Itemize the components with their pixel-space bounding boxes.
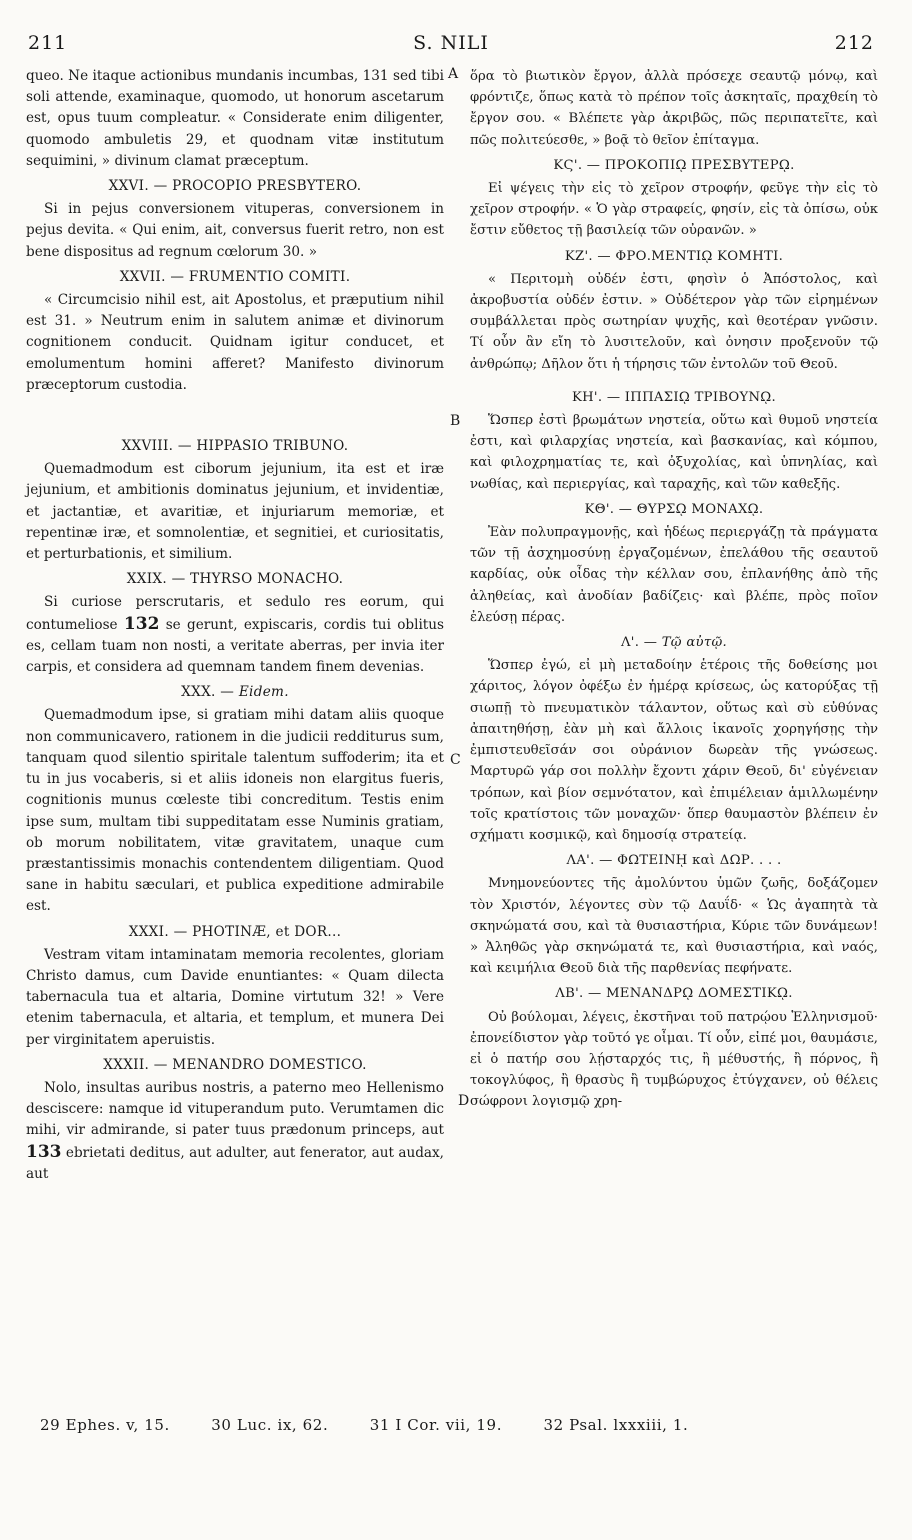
greek-letter-30: Ὥσπερ ἐγώ, εἰ μὴ μεταδοίην ἑτέροις τῆς δοθείσης μοι χάριτος, λόγον ὀφέξω ἐν ἡμέρᾳ κρίσεως, ὡς κατορύξας τῇ σιωπῇ τὸ πνευματικὸν τάλαντον, οὕτως καὶ σὺ εὐθύνας ἀπαιτηθήσῃ, ἐὰν μὴ καὶ ἄλλοις ἱκανοῖς χορηγήσῃς τὴν ἐμπιστευθεῖσάν σοι οὐράνιον δωρεὰν τῆς γνώσεως. Μαρτυρῶ γάρ σοι πολλὴν ἔχοντι χάριν Θεοῦ, δι' εὐγένειαν τρόπων, καὶ βίον σεμνότατον, καὶ ἐπιμέλειαν ἁμιλλωμένην τοῖς κρατίστοις τῶν μοναχῶν· ὅπερ θαυμαστὸν βλέπειν ἐν σχήματι κοσμικῷ, καὶ δημοσίᾳ στρατείᾳ. <box>470 658 878 843</box>
greek-heading-28: ΚΗ'. — ΙΠΠΑΣΙῼ ΤΡΙΒΟΥΝῼ. <box>571 389 777 405</box>
greek-heading-30 <box>470 632 878 653</box>
margin-marker-b: B <box>450 413 461 429</box>
latin-letter-32-part-b: ebrietati deditus, aut adulter, aut fenerator, aut audax, aut <box>26 1144 444 1182</box>
latin-letter-29 <box>26 592 444 678</box>
greek-heading-32: ΛΒ'. — ΜΕΝΑΝΔΡῼ ΔΟΜΕΣΤΙΚῼ. <box>555 986 793 1002</box>
latin-column <box>26 66 444 1185</box>
margin-marker-c: C <box>450 752 461 768</box>
greek-heading-30-number: Λ'. — <box>620 635 658 651</box>
greek-heading-27: ΚΖ'. — ΦΡΟ.ΜΕΝΤΙῼ ΚΟΜΗΤΙ. <box>564 248 784 264</box>
footnote-31: 31 I Cor. vii, 19. <box>369 1416 503 1434</box>
latin-heading-28: XXVIII. — HIPPASIO TRIBUNO. <box>121 438 349 455</box>
greek-letter-29: Ἐὰν πολυπραγμονῇς, καὶ ἡδέως περιεργάζῃ τὰ πράγματα τῶν τῇ ἀσχημοσύνῃ ἐργαζομένων, ἐπελάθου τῆς σεαυτοῦ καρδίας, οὐκ οἶδας τὴν κέλλαν σου, ἐπλανήθης ἀπὸ τῆς ἀληθείας, καὶ ἀνοδίαν βαδίζεις· καὶ βλέπε, πρὸς ποῖον ἐλεύσῃ πέρας. <box>470 525 878 625</box>
latin-intro: queo. Ne itaque actionibus mundanis incumbas, 131 sed tibi soli attende, examinaque, quomodo, ut honorum ascetarum est, opus tuum compleatur. « Considerate enim diligenter, quomodo ambuletis 29, et quodnam vitæ institutum sequimini, » divinum clamat præceptum. <box>26 68 444 169</box>
page-number-left: 211 <box>28 32 68 54</box>
greek-letter-28: Ὥσπερ ἐστὶ βρωμάτων νηστεία, οὕτω καὶ θυμοῦ νηστεία ἐστι, καὶ φιλαρχίας νηστεία, καὶ βασκανίας, καὶ κόμπου, καὶ φιλοχρηματίας τε, καὶ ὀξυχολίας, καὶ ὑπνηλίας, καὶ νωθίας, καὶ περιεργίας, καὶ ταραχῆς, καὶ τῶν καθεξῆς. <box>470 413 878 492</box>
column-number-132: 132 <box>123 613 160 634</box>
latin-letter-29-part-a: Si curiose perscrutaris, et sedulo res eorum, qui contumeliose <box>26 594 444 633</box>
latin-letter-28: Quemadmodum est ciborum jejunium, ita est et iræ jejunium, et ambitionis dominatus jejunium, et invidentiæ, et jactantiæ, et avaritiæ, et injuriarum memoriæ, et repentinæ iræ, et somnolentiæ, et segnitiei, et curiositatis, et perturbationis, et similium. <box>26 461 444 563</box>
greek-letter-27: « Περιτομὴ οὐδέν ἐστι, φησὶν ὁ Ἀπόστολος, καὶ ἀκροβυστία οὐδέν ἐστιν. » Οὐδέτερον γὰρ τῶν εἰρημένων συμβάλλεται πρὸς σωτηρίαν ψυχῆς, καὶ θεοτέραν γνῶσιν. Τί οὖν ἂν εἴη τὸ λυσιτελοῦν, καὶ ὀνησιν προξενοῦν τῷ ἀνθρώπῳ; Δῆλον ὅτι ἡ τήρησις τῶν ἐντολῶν τοῦ Θεοῦ. <box>470 271 878 372</box>
latin-heading-32: XXXII. — MENANDRO DOMESTICO. <box>103 1056 367 1073</box>
greek-column <box>470 66 878 1113</box>
greek-letter-26: Εἰ ψέγεις τὴν εἰς τὸ χεῖρον στροφήν, φεῦγε τὴν εἰς τὸ χεῖρον στροφήν. « Ὁ γὰρ στραφείς, φησίν, εἰς τὰ ὀπίσω, οὐκ ἔστιν εὔθετος τῇ βασιλείᾳ τῶν οὐρανῶν. » <box>470 181 878 239</box>
page-number-right: 212 <box>834 32 874 54</box>
greek-heading-30-name: Τῷ αὐτῷ. <box>661 635 728 651</box>
running-title: S. NILI <box>413 32 489 54</box>
latin-heading-31: XXXI. — PHOTINÆ, et DOR... <box>128 923 342 940</box>
footnotes <box>40 1416 724 1434</box>
latin-heading-27: XXVII. — FRUMENTIO COMITI. <box>119 268 351 285</box>
latin-letter-31: Vestram vitam intaminatam memoria recolentes, gloriam Christo damus, cum Davide enuntiantes: « Quam dilecta tabernacula tua et altaria, Domine virtutum 32! » Vere etenim tabernacula, et altaria, et templum, et munera Dei per virginitatem aperuistis. <box>26 946 444 1048</box>
latin-heading-29: XXIX. — THYRSO MONACHO. <box>126 571 344 588</box>
greek-heading-29: ΚΘ'. — ΘΥΡΣῼ ΜΟΝΑΧῼ. <box>584 501 764 517</box>
latin-heading-26: XXVI. — PROCOPIO PRESBYTERO. <box>108 178 362 195</box>
footnote-29: 29 Ephes. v, 15. <box>40 1416 170 1434</box>
column-number-133: 133 <box>26 1141 62 1162</box>
margin-marker-a: A <box>448 66 459 82</box>
greek-letter-31: Μνημονεύοντες τῆς ἀμολύντου ὑμῶν ζωῆς, δοξάζομεν τὸν Χριστόν, λέγοντες σὺν τῷ Δαυΐδ· « Ὡς ἀγαπητὰ τὰ σκηνώματά σου, καὶ τὰ θυσιαστήρια, Κύριε τῶν δυνάμεων! » Ἀληθῶς γὰρ σκηνώματά τε, καὶ θυσιαστήρια, καὶ ναός, καὶ κειμήλια Θεοῦ διὰ τῆς παρθενίας πεφήνατε. <box>470 876 878 977</box>
latin-letter-29-part-b: se gerunt, expiscaris, cordis tui oblitus es, cellam tuam non nosti, a veritate aberras, per invia iter carpis, et considera ad quemnam tandem finem devenias. <box>26 616 444 676</box>
running-header <box>28 32 874 64</box>
latin-letter-32-part-a: Nolo, insultas auribus nostris, a paterno meo Hellenismo desciscere: namque id vituperandum puto. Verumtamen dic mihi, vir admirande, si pater tuus prædonum princeps, aut <box>26 1079 444 1139</box>
latin-heading-30-number: XXX. — <box>181 684 235 701</box>
greek-letter-32: Οὐ βούλομαι, λέγεις, ἐκστῆναι τοῦ πατρῴου Ἑλληνισμοῦ· ἐπονείδιστον γὰρ τοῦτό γε οἶμαι. Τί οὖν, εἰπέ μοι, θαυμάσιε, εἰ ὁ πατήρ σου λῄσταρχός τις, ἢ μέθυστής, ἢ πόρνος, ἢ τοκογλύφος, ἢ θρασὺς ἢ τυμβώρυχος ἐτύγχανεν, οὐ θέλεις σώφρονι λογισμῷ χρη- <box>470 1009 878 1110</box>
footnote-30: 30 Luc. ix, 62. <box>211 1416 329 1434</box>
latin-letter-30: Quemadmodum ipse, si gratiam mihi datam aliis quoque non communicavero, rationem in die judicii redditurus sum, tanquam quod silentio spiritale talentum suffoderim; ita et tu in jus vocaberis, si et aliis idoneis non elargitus fueris, cognitionis munus cœleste tibi concreditum. Testis enim ipse sum, multam tibi suppeditatam esse Numinis gratiam, ob morum nobilitatem, vitæ gravitatem, unaque cum præstantissimis monachis contendentem diligentiam. Quod sane in habitu sæculari, et publica expeditione admirabile est. <box>26 707 444 915</box>
margin-marker-d: D <box>458 1093 470 1109</box>
greek-heading-31: ΛΑ'. — ΦΩΤΕΙΝῌ καὶ ΔΩΡ. . . . <box>566 853 782 869</box>
latin-heading-30-name: Eidem. <box>238 684 289 701</box>
footnote-32: 32 Psal. lxxxiii, 1. <box>543 1416 689 1434</box>
latin-letter-27: « Circumcisio nihil est, ait Apostolus, et præputium nihil est 31. » Neutrum enim in salutem animæ et divinorum cognitionem conducit. Quidnam igitur conducet, et emolumentum homini afferet? Manifesto divinorum præceptorum custodia. <box>26 292 444 393</box>
greek-intro: ὅρα τὸ βιωτικὸν ἔργον, ἀλλὰ πρόσεχε σεαυτῷ μόνῳ, καὶ φρόντιζε, ὅπως κατὰ τὸ πρέπον τοῖς ἀσκηταῖς, πραχθείη τὸ ἔργον σου. « Βλέπετε γὰρ ἀκριβῶς, πῶς περιπατεῖτε, καὶ πῶς πολιτεύεσθε, » βοᾷ τὸ θεῖον ἐπίταγμα. <box>470 69 878 148</box>
latin-letter-32 <box>26 1078 444 1185</box>
latin-heading-30 <box>26 682 444 703</box>
latin-letter-26: Si in pejus conversionem vituperas, conversionem in pejus devita. « Qui enim, ait, conversus fuerit retro, non est bene dispositus ad regnum cœlorum 30. » <box>26 201 444 260</box>
greek-heading-26: ΚϚ'. — ΠΡΟΚΟΠΙῼ ΠΡΕΣΒΥΤΕΡῼ. <box>553 157 795 173</box>
